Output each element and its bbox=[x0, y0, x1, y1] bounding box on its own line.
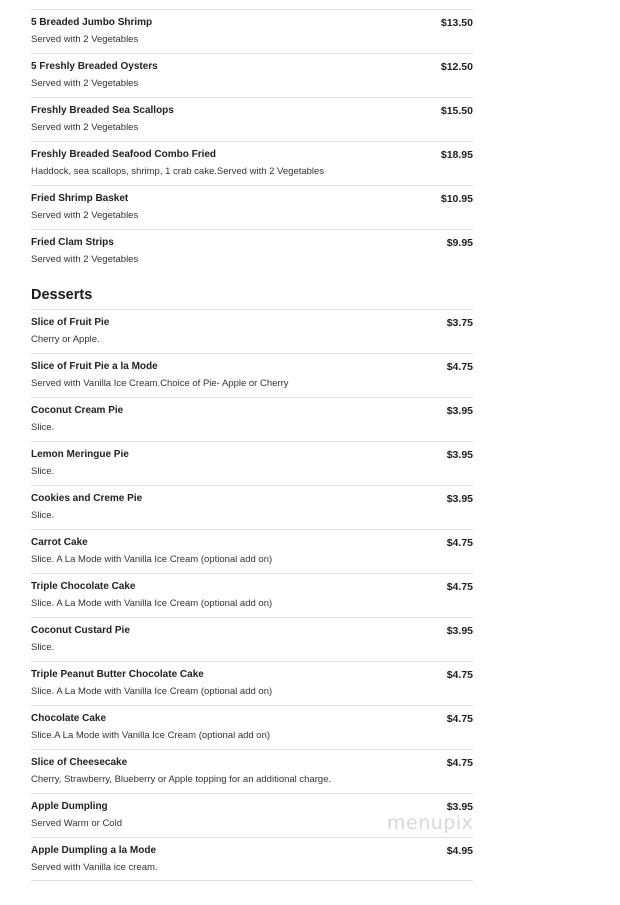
menu-item bbox=[31, 573, 473, 617]
menu-item bbox=[31, 309, 473, 353]
item-name: Carrot Cake bbox=[31, 537, 88, 548]
menu-item bbox=[31, 705, 473, 749]
item-price: $18.95 bbox=[440, 149, 473, 161]
item-name: Fried Clam Strips bbox=[31, 237, 114, 248]
item-price: $13.50 bbox=[440, 17, 473, 29]
item-price: $12.50 bbox=[440, 61, 473, 73]
item-price: $3.95 bbox=[446, 801, 473, 813]
item-price: $9.95 bbox=[446, 237, 473, 249]
item-name: Lemon Meringue Pie bbox=[31, 449, 129, 460]
menu-item bbox=[31, 441, 473, 485]
menu-section-seafood bbox=[31, 9, 473, 273]
item-description: Slice. bbox=[31, 642, 55, 653]
menu-item bbox=[31, 53, 473, 97]
item-price: $4.75 bbox=[446, 537, 473, 549]
item-price: $15.50 bbox=[440, 105, 473, 117]
item-name: Coconut Custard Pie bbox=[31, 625, 130, 636]
menu-item bbox=[31, 485, 473, 529]
item-price: $10.95 bbox=[440, 193, 473, 205]
menu-item bbox=[31, 353, 473, 397]
item-name: Apple Dumpling bbox=[31, 801, 108, 812]
item-description: Served with 2 Vegetables bbox=[31, 34, 139, 45]
item-name: 5 Breaded Jumbo Shrimp bbox=[31, 17, 153, 28]
item-description: Served with 2 Vegetables bbox=[31, 254, 139, 265]
item-description: Slice. bbox=[31, 510, 55, 521]
menu-item bbox=[31, 397, 473, 441]
item-description: Served with Vanilla Ice Cream.Choice of Pie- Apple or Cherry bbox=[31, 378, 289, 389]
item-description: Slice. A La Mode with Vanilla Ice Cream (optional add on) bbox=[31, 598, 273, 609]
item-name: Freshly Breaded Sea Scallops bbox=[31, 105, 174, 116]
item-price: $3.95 bbox=[446, 405, 473, 417]
item-description: Served with Vanilla ice cream. bbox=[31, 862, 158, 873]
item-name: Slice of Cheesecake bbox=[31, 757, 128, 768]
menu-item bbox=[31, 229, 473, 273]
item-price: $3.95 bbox=[446, 625, 473, 637]
item-price: $4.95 bbox=[446, 845, 473, 857]
section-heading: Desserts bbox=[31, 287, 93, 303]
item-description: Served with 2 Vegetables bbox=[31, 122, 139, 133]
item-description: Slice. A La Mode with Vanilla Ice Cream (optional add on) bbox=[31, 554, 273, 565]
item-price: $4.75 bbox=[446, 713, 473, 725]
menu-item bbox=[31, 141, 473, 185]
item-description: Slice.A La Mode with Vanilla Ice Cream (optional add on) bbox=[31, 730, 271, 741]
menu-item bbox=[31, 9, 473, 53]
item-description: Served with 2 Vegetables bbox=[31, 210, 139, 221]
item-name: Triple Peanut Butter Chocolate Cake bbox=[31, 669, 204, 680]
menu-item bbox=[31, 749, 473, 793]
menu-item bbox=[31, 617, 473, 661]
item-name: Coconut Cream Pie bbox=[31, 405, 124, 416]
item-name: Apple Dumpling a la Mode bbox=[31, 845, 157, 856]
menu-item bbox=[31, 661, 473, 705]
item-name: Slice of Fruit Pie a la Mode bbox=[31, 361, 158, 372]
menu-item bbox=[31, 97, 473, 141]
item-name: 5 Freshly Breaded Oysters bbox=[31, 61, 158, 72]
menu-list bbox=[31, 9, 473, 881]
item-description: Cherry or Apple. bbox=[31, 334, 100, 345]
menu-item bbox=[31, 529, 473, 573]
item-price: $3.75 bbox=[446, 317, 473, 329]
menupix-watermark: menupix bbox=[387, 812, 474, 834]
item-price: $4.75 bbox=[446, 669, 473, 681]
item-description: Slice. bbox=[31, 422, 55, 433]
menu-section-desserts bbox=[31, 273, 473, 881]
item-name: Cookies and Creme Pie bbox=[31, 493, 143, 504]
item-description: Cherry, Strawberry, Blueberry or Apple topping for an additional charge. bbox=[31, 774, 332, 785]
item-description: Served Warm or Cold bbox=[31, 818, 122, 829]
item-description: Slice. A La Mode with Vanilla Ice Cream (optional add on) bbox=[31, 686, 273, 697]
item-price: $3.95 bbox=[446, 449, 473, 461]
item-description: Slice. bbox=[31, 466, 55, 477]
item-name: Triple Chocolate Cake bbox=[31, 581, 136, 592]
menu-item bbox=[31, 185, 473, 229]
item-price: $4.75 bbox=[446, 757, 473, 769]
item-price: $4.75 bbox=[446, 361, 473, 373]
item-name: Freshly Breaded Seafood Combo Fried bbox=[31, 149, 217, 160]
item-price: $4.75 bbox=[446, 581, 473, 593]
item-description: Served with 2 Vegetables bbox=[31, 78, 139, 89]
item-price: $3.95 bbox=[446, 493, 473, 505]
item-description: Haddock, sea scallops, shrimp, 1 crab cake.Served with 2 Vegetables bbox=[31, 166, 325, 177]
item-name: Chocolate Cake bbox=[31, 713, 107, 724]
menu-item bbox=[31, 837, 473, 881]
item-name: Fried Shrimp Basket bbox=[31, 193, 129, 204]
item-name: Slice of Fruit Pie bbox=[31, 317, 110, 328]
